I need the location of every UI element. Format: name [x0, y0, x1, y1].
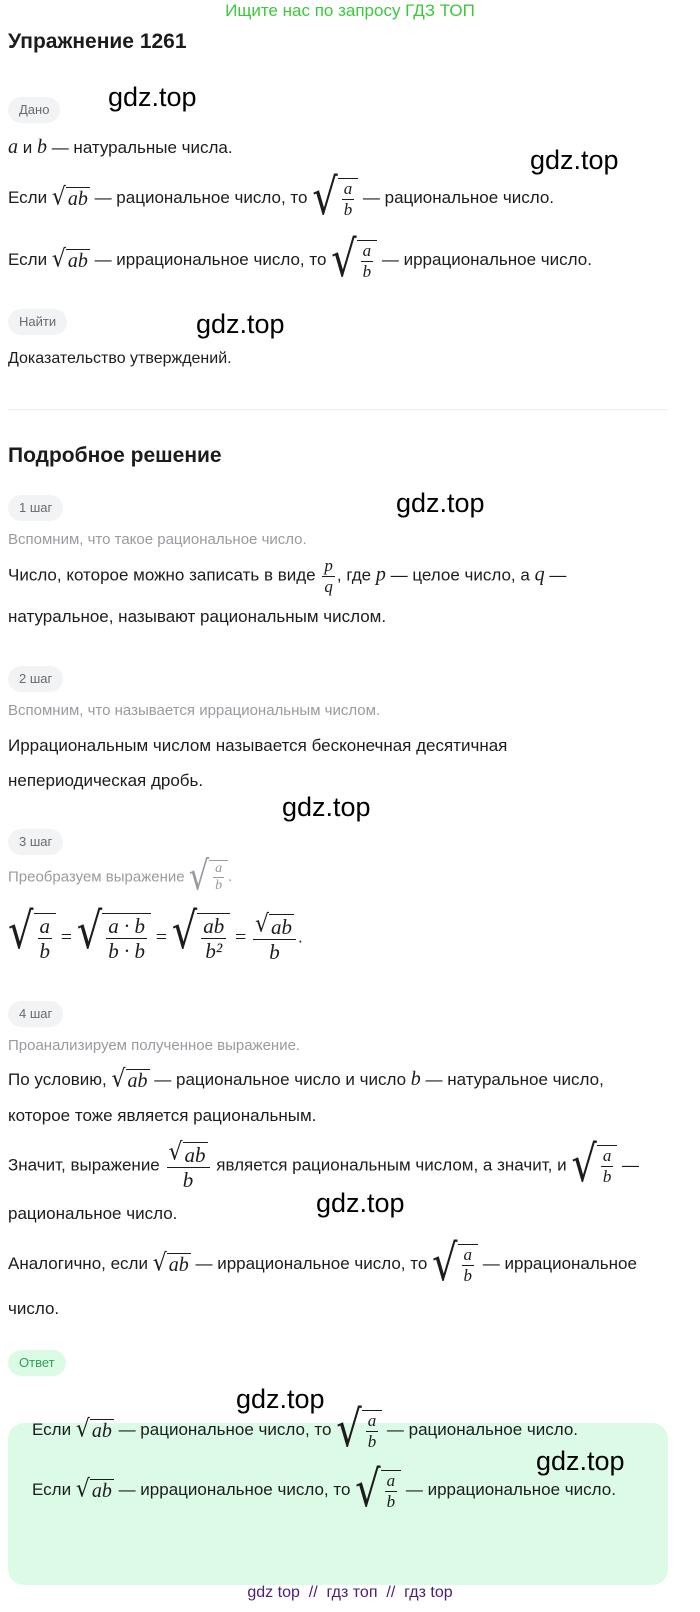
given-line-3: Если √ ab — иррациональное число, то √ $\frac{a}{b}$ — иррациональное число.	[8, 231, 592, 289]
answer-chip: Ответ	[8, 1350, 66, 1376]
sqrt-ab: √ ab	[51, 245, 88, 273]
step-2-line-2: непериодическая дробь.	[8, 771, 204, 790]
watermark: gdz.top	[196, 309, 285, 339]
find-chip: Найти	[8, 309, 67, 335]
watermark: gdz.top	[282, 792, 371, 822]
sqrt-a-over-b: √ $\frac{a}{b}$	[331, 240, 377, 281]
step-4-line-4: рациональное число.	[8, 1204, 178, 1223]
step-4-hint: Проанализируем полученное выражение.	[8, 1037, 301, 1054]
watermark: gdz.top	[108, 82, 197, 112]
find-text: Доказательство утверждений.	[8, 350, 232, 367]
step-3-equation: √ $\frac{a}{b}$ = √ $\frac{a \cdot b}{b \cdot b}$ = √ $\frac{ab}{\text{b²}}$ = √ ab b .	[8, 902, 303, 964]
watermark: gdz.top	[316, 1188, 405, 1218]
step-4-line-5: Аналогично, если √ ab — иррациональное число, то √ $\frac{a}{b}$ — иррациональное	[8, 1235, 637, 1293]
step-4-line-3: Значит, выражение √ ab b является рациональным числом, а значит, и √ $\frac{a}{b}$ —	[8, 1136, 640, 1194]
sqrt-a-over-b: √ $\frac{a}{b}$	[312, 178, 358, 219]
step-2-chip: 2 шаг	[8, 666, 63, 692]
step-4-chip: 4 шаг	[8, 1001, 63, 1027]
step-2-hint: Вспомним, что называется иррациональным числом.	[8, 702, 381, 719]
step-1-line-1: Число, которое можно записать в виде $\frac{p}{q}$ , где p — целое число, а q —	[8, 556, 567, 596]
step-1-chip: 1 шаг	[8, 495, 63, 521]
given-line-2: Если √ ab — рациональное число, то √ $\frac{a}{b}$ — рациональное число.	[8, 169, 555, 227]
step-1-hint: Вспомним, что такое рациональное число.	[8, 531, 307, 548]
footer-links[interactable]: gdz top // гдз топ // гдз top	[247, 1584, 453, 1601]
page-title: Упражнение 1261	[8, 30, 187, 53]
step-1-line-2: натуральное, называют рациональным числом.	[8, 607, 387, 626]
step-4-line-1: По условию, √ ab — рациональное число и число b — натуральное число,	[8, 1065, 604, 1093]
solution-heading: Подробное решение	[8, 444, 222, 467]
section-divider	[8, 409, 668, 410]
step-3-hint: Преобразуем выражение √ $\frac{a}{b}$ .	[8, 851, 233, 900]
answer-line-1: Если √ ab — рациональное число, то √ $\frac{a}{b}$ — рациональное число.	[32, 1401, 579, 1459]
step-3-chip: 3 шаг	[8, 829, 63, 855]
step-2-line-1: Иррациональным числом называется бесконечная десятичная	[8, 736, 508, 755]
watermark: gdz.top	[236, 1384, 325, 1414]
watermark: gdz.top	[530, 145, 619, 175]
watermark: gdz.top	[396, 488, 485, 518]
search-banner: Ищите нас по запросу ГДЗ ТОП	[225, 1, 475, 20]
watermark: gdz.top	[536, 1446, 625, 1476]
sqrt-ab: √ ab	[51, 183, 88, 211]
step-4-line-6: число.	[8, 1299, 60, 1318]
given-chip: Дано	[8, 97, 60, 123]
answer-line-2: Если √ ab — иррациональное число, то √ $\frac{a}{b}$ — иррациональное число.	[32, 1461, 616, 1519]
given-line-1: a и b — натуральные числа.	[8, 136, 233, 158]
step-4-line-2: которое тоже является рациональным.	[8, 1106, 317, 1125]
